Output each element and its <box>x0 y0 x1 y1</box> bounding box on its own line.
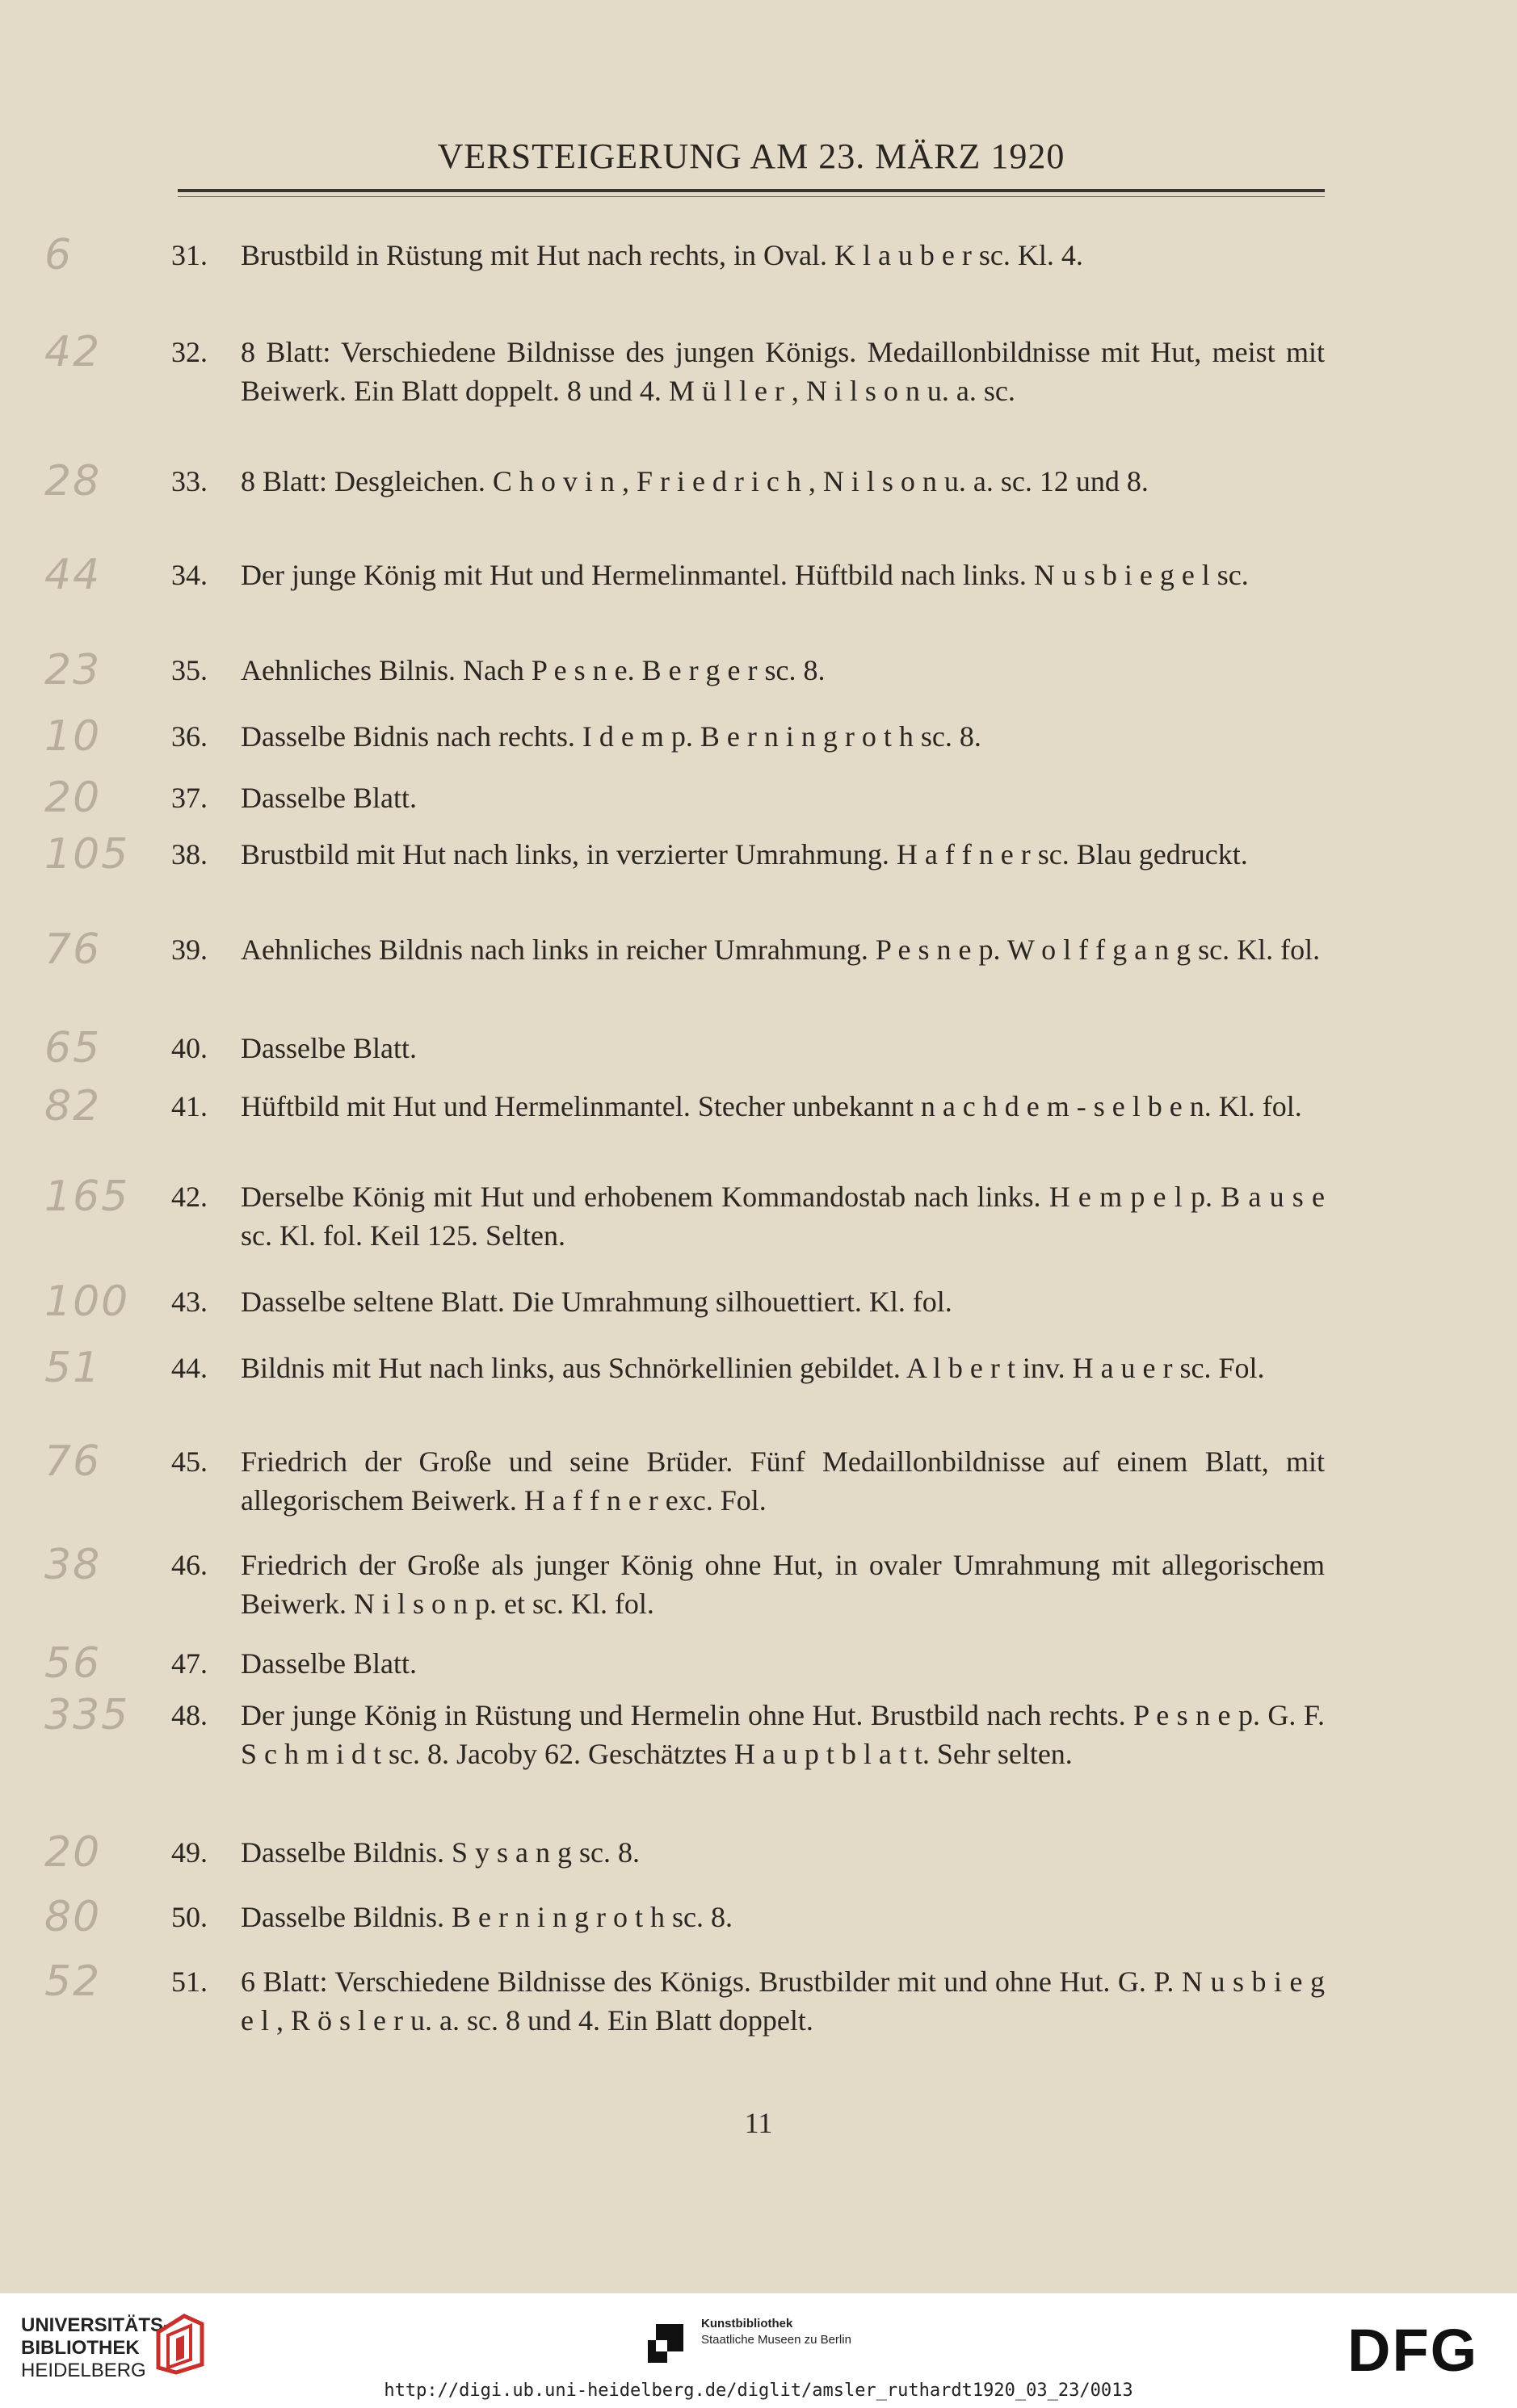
pencil-price-note: 65 <box>44 1024 102 1072</box>
pencil-price-note: 52 <box>44 1957 102 2006</box>
pencil-price-note: 76 <box>44 925 102 974</box>
lot-number: 31. <box>171 239 208 271</box>
lot-description: Hüftbild mit Hut und Hermelinmantel. Stecher unbekannt n a c h d e m - s e l b e n. Kl. fol. <box>241 1090 1302 1122</box>
lot-description: Dasselbe seltene Blatt. Die Umrahmung silhouettiert. Kl. fol. <box>241 1286 952 1318</box>
lot-number: 42. <box>171 1181 208 1213</box>
pencil-price-note: 44 <box>44 551 102 599</box>
lot-description: Derselbe König mit Hut und erhobenem Kommandostab nach links. H e m p e l p. B a u s e sc. Kl. fol. Keil 125. Selten. <box>241 1181 1325 1252</box>
lot-number: 51. <box>171 1965 208 1998</box>
lot-description: Dasselbe Bildnis. S y s a n g sc. 8. <box>241 1836 640 1869</box>
lot-description: 6 Blatt: Verschiedene Bildnisse des Königs. Brustbilder mit und ohne Hut. G. P. N u s b i e g e l , R ö s l e r u. a. sc. 8 und 4. Ein Blatt doppelt. <box>241 1965 1325 2037</box>
pencil-price-note: 10 <box>44 712 102 761</box>
lot-description: 8 Blatt: Verschiedene Bildnisse des jungen Königs. Medaillonbildnisse mit Hut, meist mit Beiwerk. Ein Blatt doppelt. 8 und 4. M ü l l e r , N i l s o n u. a. sc. <box>241 336 1325 407</box>
lot-number: 38. <box>171 838 208 870</box>
lot-number: 40. <box>171 1032 208 1064</box>
lot-number: 48. <box>171 1699 208 1731</box>
pencil-price-note: 165 <box>44 1173 130 1221</box>
lot-description: Dasselbe Blatt. <box>241 782 417 814</box>
lot-number: 37. <box>171 782 208 814</box>
lot-description: Aehnliches Bilnis. Nach P e s n e. B e r g e r sc. 8. <box>241 654 826 686</box>
lot-number: 39. <box>171 933 208 966</box>
dfg-logo-text: DFG <box>1347 2324 1479 2377</box>
library-line-2: BIBLIOTHEK <box>21 2337 140 2359</box>
lot-description: Bildnis mit Hut nach links, aus Schnörkellinien gebildet. A l b e r t inv. H a u e r sc. Fol. <box>241 1352 1265 1384</box>
lot-number: 36. <box>171 720 208 753</box>
lot-description: Dasselbe Bidnis nach rechts. I d e m p. B e r n i n g r o t h sc. 8. <box>241 720 981 753</box>
library-line-1: UNIVERSITÄTS- <box>21 2314 170 2336</box>
pencil-price-note: 38 <box>44 1541 102 1589</box>
library-line-3: HEIDELBERG <box>21 2360 146 2381</box>
pencil-price-note: 23 <box>44 646 102 694</box>
dfg-logo <box>1347 2324 1493 2377</box>
lot-number: 33. <box>171 465 208 497</box>
kunstbibliothek-label <box>701 2316 851 2348</box>
kunstbibliothek-name: Kunstbibliothek <box>701 2317 793 2330</box>
lot-description: Dasselbe Blatt. <box>241 1032 417 1064</box>
lot-description: 8 Blatt: Desgleichen. C h o v i n , F r i e d r i c h , N i l s o n u. a. sc. 12 und 8. <box>241 465 1149 497</box>
lot-number: 34. <box>171 559 208 591</box>
page-number: 11 <box>744 2107 773 2139</box>
pencil-price-note: 76 <box>44 1437 102 1486</box>
lot-number: 49. <box>171 1836 208 1869</box>
lot-number: 41. <box>171 1090 208 1122</box>
pencil-price-note: 42 <box>44 328 102 376</box>
lot-description: Der junge König mit Hut und Hermelinmantel. Hüftbild nach links. N u s b i e g e l sc. <box>241 559 1249 591</box>
lot-number: 43. <box>171 1286 208 1318</box>
lot-description: Aehnliches Bildnis nach links in reicher Umrahmung. P e s n e p. W o l f f g a n g sc. Kl. fol. <box>241 933 1321 966</box>
university-library-logo-icon <box>152 2311 208 2376</box>
pencil-price-note: 28 <box>44 457 102 506</box>
pencil-price-note: 105 <box>44 830 130 879</box>
lot-number: 47. <box>171 1647 208 1680</box>
page-header-title: VERSTEIGERUNG AM 23. MÄRZ 1920 <box>437 136 1065 176</box>
lot-description: Brustbild mit Hut nach links, in verzierter Umrahmung. H a f f n e r sc. Blau gedruckt. <box>241 838 1248 870</box>
museum-name: Staatliche Museen zu Berlin <box>701 2333 851 2347</box>
lot-description: Friedrich der Große als junger König ohne Hut, in ovaler Umrahmung mit allegorischem Beiwerk. N i l s o n p. et sc. Kl. fol. <box>241 1549 1325 1620</box>
header-rule-thin <box>178 196 1325 197</box>
pencil-price-note: 51 <box>44 1344 102 1392</box>
pencil-price-note: 335 <box>44 1691 130 1739</box>
lot-description: Der junge König in Rüstung und Hermelin ohne Hut. Brustbild nach rechts. P e s n e p. G. F. S c h m i d t sc. 8. Jacoby 62. Geschätztes H a u p t b l a t t. Sehr selten. <box>241 1699 1325 1770</box>
pencil-price-note: 20 <box>44 774 102 822</box>
lot-description: Dasselbe Blatt. <box>241 1647 417 1680</box>
pencil-price-note: 56 <box>44 1639 102 1688</box>
lot-description: Dasselbe Bildnis. B e r n i n g r o t h sc. 8. <box>241 1901 733 1933</box>
library-name <box>21 2314 170 2382</box>
lot-number: 44. <box>171 1352 208 1384</box>
lot-description: Friedrich der Große und seine Brüder. Fünf Medaillonbildnisse auf einem Blatt, mit allegorischem Beiwerk. H a f f n e r exc. Fol. <box>241 1445 1325 1517</box>
pencil-price-note: 82 <box>44 1082 102 1131</box>
pencil-price-note: 20 <box>44 1828 102 1877</box>
digitization-footer <box>0 2293 1517 2408</box>
kunstbibliothek-logo-icon <box>645 2321 687 2366</box>
pencil-price-note: 100 <box>44 1277 130 1326</box>
lot-number: 50. <box>171 1901 208 1933</box>
lot-description: Brustbild in Rüstung mit Hut nach rechts, in Oval. K l a u b e r sc. Kl. 4. <box>241 239 1083 271</box>
permalink-url[interactable]: http://digi.ub.uni-heidelberg.de/diglit/amsler_ruthardt1920_03_23/0013 <box>384 2381 1133 2401</box>
pencil-price-note: 80 <box>44 1893 102 1941</box>
lot-number: 32. <box>171 336 208 368</box>
lot-number: 45. <box>171 1445 208 1478</box>
lot-number: 46. <box>171 1549 208 1581</box>
lot-number: 35. <box>171 654 208 686</box>
pencil-price-note: 6 <box>44 231 74 279</box>
header-rule <box>178 189 1325 192</box>
